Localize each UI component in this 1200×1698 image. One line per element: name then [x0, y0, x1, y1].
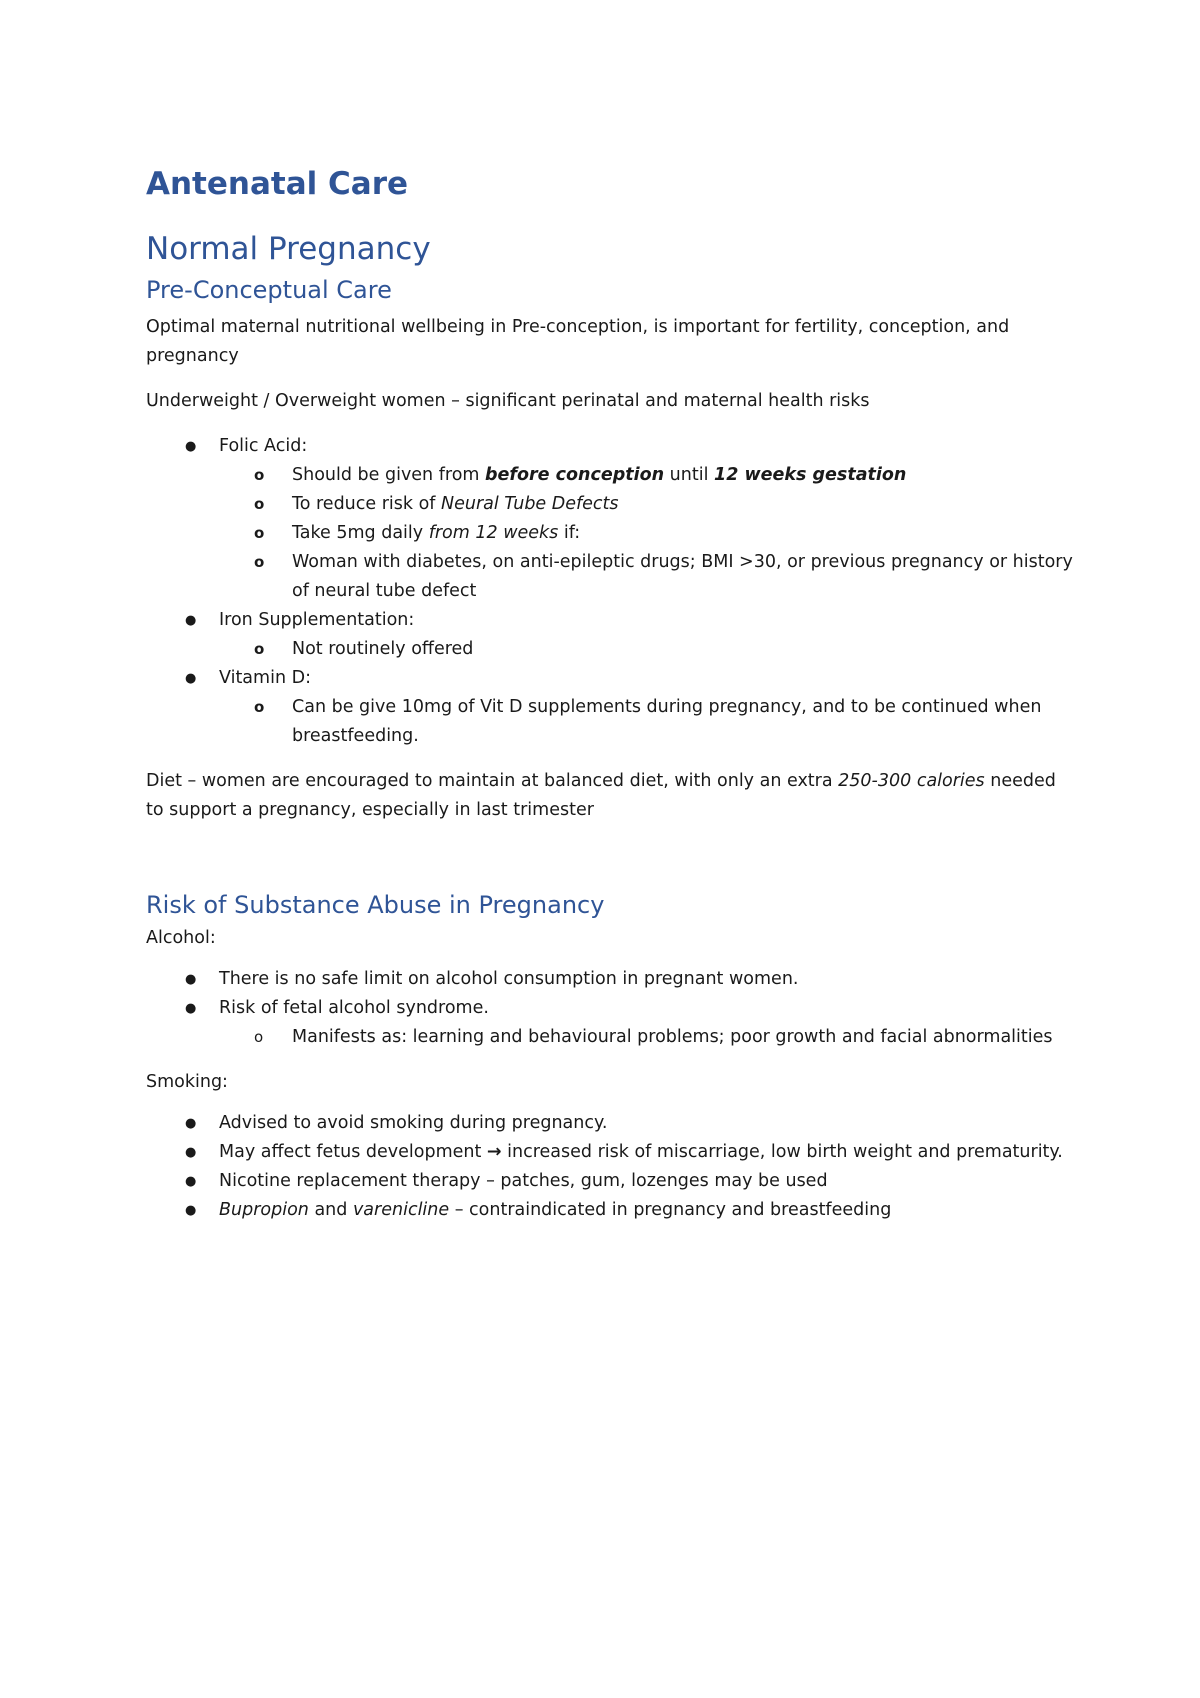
diet-calories-emphasis: 250-300 calories [838, 771, 985, 792]
folic-item2-text: To reduce risk of [292, 494, 442, 515]
folic-item1-emphasis: before conception [485, 465, 665, 486]
paragraph-weight-risks: Underweight / Overweight women – significant perinatal and maternal health risks [146, 391, 870, 412]
bullet-icon: ● [185, 671, 197, 687]
folic-item2-emphasis: Neural Tube Defects [441, 494, 619, 515]
sub-list-item [146, 490, 1076, 519]
smoking-item3-text: Nicotine replacement therapy – patches, gum, lozenges may be used [219, 1170, 828, 1191]
list-item-iron [146, 606, 1076, 635]
arrow-right-icon: → [486, 1141, 502, 1162]
sub-list-item [146, 519, 1076, 548]
alcohol-item2-text: Risk of fetal alcohol syndrome. [219, 997, 489, 1018]
sub-list-item [146, 693, 1076, 751]
sub-bullet-icon: o [254, 466, 265, 485]
sub-list-item [146, 461, 1076, 490]
iron-label: Iron Supplementation: [219, 610, 415, 631]
smoking-item4-text: – contraindicated in pregnancy and breastfeeding [449, 1199, 892, 1220]
sub-list-item [146, 548, 1076, 606]
document-title: Antenatal Care [146, 166, 409, 202]
iron-item1-text: Not routinely offered [292, 639, 474, 660]
bullet-icon: ● [185, 1000, 197, 1016]
bullet-icon: ● [185, 1173, 197, 1189]
bullet-icon: ● [185, 1202, 197, 1218]
list-item [146, 1167, 1076, 1196]
folic-item4-text: Woman with diabetes, on anti-epileptic drugs; BMI >30, or previous pregnancy or history of neural tube defect [292, 552, 1073, 602]
sub-bullet-icon: o [254, 524, 265, 543]
sub-bullet-icon: o [254, 698, 265, 717]
folic-item3-emphasis: from 12 weeks [428, 523, 559, 544]
alcohol-list [146, 965, 1076, 1052]
folic-item1-emphasis: 12 weeks gestation [714, 465, 907, 486]
folic-item3-text: if: [558, 523, 581, 544]
smoking-label: Smoking: [146, 1071, 228, 1092]
bullet-icon: ● [185, 439, 197, 455]
paragraph-diet [146, 767, 1076, 825]
alcohol-item1-text: There is no safe limit on alcohol consumption in pregnant women. [219, 968, 799, 989]
heading-pre-conceptual-care: Pre-Conceptual Care [146, 276, 392, 305]
smoking-item1-text: Advised to avoid smoking during pregnancy. [219, 1112, 608, 1133]
diet-text: needed to support a pregnancy, especially in last trimester [146, 771, 1056, 821]
list-item [146, 994, 1076, 1023]
folic-item3-text: Take 5mg daily [292, 523, 429, 544]
smoking-item2-text: May affect fetus development [219, 1141, 487, 1162]
list-item-folic-acid [146, 432, 1076, 461]
sub-bullet-icon: o [254, 553, 265, 572]
bullet-icon: ● [185, 1144, 197, 1160]
list-item [146, 965, 1076, 994]
supplements-list [146, 432, 1076, 751]
drug-name-emphasis: Bupropion [219, 1199, 309, 1220]
list-item [146, 1138, 1076, 1167]
folic-item1-text: Should be given from [292, 465, 486, 486]
sub-bullet-icon: o [254, 1027, 264, 1046]
vitamin-d-item1-text: Can be give 10mg of Vit D supplements during pregnancy, and to be continued when breastfeeding. [292, 697, 1042, 747]
sub-bullet-icon: o [254, 495, 265, 514]
document-body [146, 166, 1076, 1241]
diet-text: Diet – women are encouraged to maintain at balanced diet, with only an extra [146, 771, 839, 792]
vitamin-d-label: Vitamin D: [219, 668, 311, 689]
sub-bullet-icon: o [254, 640, 265, 659]
alcohol-label: Alcohol: [146, 927, 216, 948]
folic-acid-label: Folic Acid: [219, 436, 308, 457]
smoking-list [146, 1109, 1076, 1225]
sub-list-item [146, 1023, 1076, 1052]
heading-normal-pregnancy: Normal Pregnancy [146, 231, 431, 268]
list-item [146, 1109, 1076, 1138]
paragraph-optimal-nutrition: Optimal maternal nutritional wellbeing in Pre-conception, is important for fertility, conception, and pregnancy [146, 317, 1010, 367]
alcohol-item2-sub-text: Manifests as: learning and behavioural problems; poor growth and facial abnormalities [292, 1026, 1053, 1047]
sub-list-item [146, 635, 1076, 664]
bullet-icon: ● [185, 971, 197, 987]
bullet-icon: ● [185, 613, 197, 629]
bullet-icon: ● [185, 1115, 197, 1131]
folic-item1-text: until [664, 465, 715, 486]
smoking-item2-text: increased risk of miscarriage, low birth weight and prematurity. [501, 1141, 1063, 1162]
list-item-vitamin-d [146, 664, 1076, 693]
smoking-item4-text: and [308, 1199, 353, 1220]
list-item [146, 1196, 1076, 1225]
heading-substance-abuse: Risk of Substance Abuse in Pregnancy [146, 891, 605, 920]
drug-name-emphasis: varenicline [352, 1199, 450, 1220]
